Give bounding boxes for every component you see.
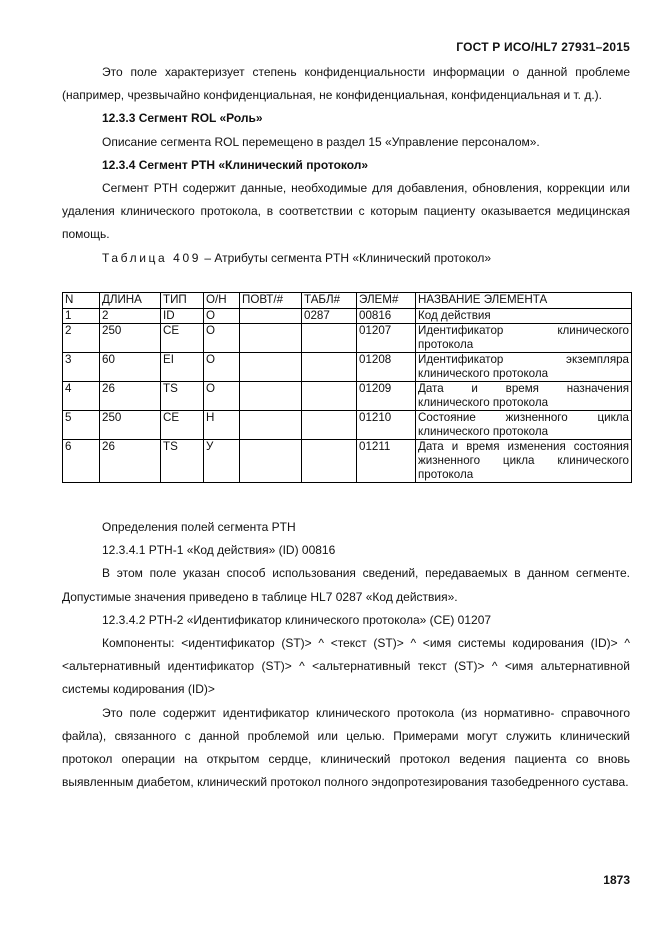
- table-cell: У: [204, 440, 240, 483]
- paragraph-pth-2-components: Компоненты: <идентификатор (ST)> ^ <текст (ST)> ^ <имя системы кодирования (ID)> ^ <альтернативный идентификатор (ST)> ^ <альтернативный текст (ST)> ^ <имя альтернативной системы кодирования (ID)>: [62, 636, 630, 697]
- table-cell: О: [204, 353, 240, 382]
- header-cell: ТАБЛ#: [302, 293, 357, 309]
- table-cell: [302, 382, 357, 411]
- table-cell: [240, 353, 302, 382]
- table-row: [63, 411, 632, 440]
- table-row: [63, 309, 632, 324]
- section-heading-pth: 12.3.4 Сегмент PTH «Клинический протокол»: [102, 157, 369, 172]
- table-cell: EI: [161, 353, 204, 382]
- table-cell: [240, 309, 302, 324]
- table-cell: [240, 324, 302, 353]
- header-cell: ПОВТ/#: [240, 293, 302, 309]
- table-cell: [302, 324, 357, 353]
- header-cell: ДЛИНА: [100, 293, 161, 309]
- table-cell: О: [204, 309, 240, 324]
- table-cell: ID: [161, 309, 204, 324]
- table-cell: [240, 411, 302, 440]
- attributes-table: [62, 292, 632, 483]
- table-cell: 3: [63, 353, 100, 382]
- table-cell: 01211: [357, 440, 416, 483]
- table-cell: [302, 411, 357, 440]
- table-caption-label: Таблица 409: [102, 250, 202, 265]
- table-cell-name: Дата и время назначения клинического протокола: [416, 382, 632, 411]
- table-cell: 1: [63, 309, 100, 324]
- table-header-row: [63, 293, 632, 309]
- table-cell: 01208: [357, 353, 416, 382]
- header-cell: ТИП: [161, 293, 204, 309]
- table-row: [63, 324, 632, 353]
- table-cell: 01210: [357, 411, 416, 440]
- table-cell: Н: [204, 411, 240, 440]
- table-cell-name: Идентификатор клинического протокола: [416, 324, 632, 353]
- table-cell-name: Состояние жизненного цикла клинического протокола: [416, 411, 632, 440]
- paragraph-pth: Сегмент PTH содержит данные, необходимые для добавления, обновления, коррекции или удаления клинического протокола, в соответствии с которым пациенту оказывается медицинская помощь.: [62, 181, 630, 242]
- header-cell: ЭЛЕМ#: [357, 293, 416, 309]
- table-cell: [240, 440, 302, 483]
- table-cell: 250: [100, 324, 161, 353]
- header-cell: N: [63, 293, 100, 309]
- table-cell: 250: [100, 411, 161, 440]
- page-number: 1873: [603, 873, 630, 887]
- table-cell: 4: [63, 382, 100, 411]
- table-cell: 01207: [357, 324, 416, 353]
- header-cell: НАЗВАНИЕ ЭЛЕМЕНТА: [416, 293, 632, 309]
- table-row: [63, 382, 632, 411]
- table-caption: [62, 247, 630, 270]
- table-cell: CE: [161, 411, 204, 440]
- table-cell-name: Дата и время изменения состояния жизненного цикла клинического протокола: [416, 440, 632, 483]
- paragraph-field-definitions: Определения полей сегмента PTH: [102, 520, 296, 534]
- table-cell: TS: [161, 440, 204, 483]
- table-cell-name: Код действия: [416, 309, 632, 324]
- table-cell: 0287: [302, 309, 357, 324]
- table-cell: TS: [161, 382, 204, 411]
- table-row: [63, 440, 632, 483]
- table-cell: 2: [100, 309, 161, 324]
- table-cell: 26: [100, 440, 161, 483]
- table-cell: [302, 440, 357, 483]
- table-cell-name: Идентификатор экземпляра клинического протокола: [416, 353, 632, 382]
- top-text-block: [62, 61, 630, 270]
- field-title-pth-2: 12.3.4.2 PTH-2 «Идентификатор клинического протокола» (CE) 01207: [102, 612, 492, 627]
- table-cell: 01209: [357, 382, 416, 411]
- table-cell: 2: [63, 324, 100, 353]
- paragraph-pth-1: В этом поле указан способ использования сведений, передаваемых в данном сегменте. Допустимые значения приведено в таблице HL7 0287 «Код действия».: [62, 566, 630, 604]
- field-title-pth-1: 12.3.4.1 PTH-1 «Код действия» (ID) 00816: [102, 543, 336, 558]
- paragraph-rol: Описание сегмента ROL перемещено в раздел 15 «Управление персоналом».: [102, 134, 540, 149]
- paragraph-confidentiality: Это поле характеризует степень конфиденциальности информации о данной проблеме (например, чрезвычайно конфиденциальная, не конфиденциальная, конфиденциальная и т. д.).: [62, 65, 630, 103]
- table-caption-text: – Атрибуты сегмента PTH «Клинический протокол»: [201, 250, 492, 265]
- table-cell: 60: [100, 353, 161, 382]
- table-cell: 00816: [357, 309, 416, 324]
- table-cell: 6: [63, 440, 100, 483]
- bottom-text-block: [62, 516, 630, 794]
- table-cell: CE: [161, 324, 204, 353]
- paragraph-pth-2-description: Это поле содержит идентификатор клинического протокола (из нормативно- справочного файла), связанного с данной проблемой или целью. Примерами могут служить клинический протокол операции на открытом сердце, клинический протокол ведения пациента со вновь выявленным диабетом, клинический протокол полного эндопротезирования тазобедренного сустава.: [62, 705, 630, 790]
- table-cell: О: [204, 324, 240, 353]
- table-cell: [240, 382, 302, 411]
- table-cell: 26: [100, 382, 161, 411]
- document-header: ГОСТ Р ИСО/HL7 27931–2015: [456, 40, 630, 54]
- table-cell: [302, 353, 357, 382]
- table-cell: 5: [63, 411, 100, 440]
- table-cell: О: [204, 382, 240, 411]
- section-heading-rol: 12.3.3 Сегмент ROL «Роль»: [102, 111, 263, 126]
- header-cell: О/Н: [204, 293, 240, 309]
- table-row: [63, 353, 632, 382]
